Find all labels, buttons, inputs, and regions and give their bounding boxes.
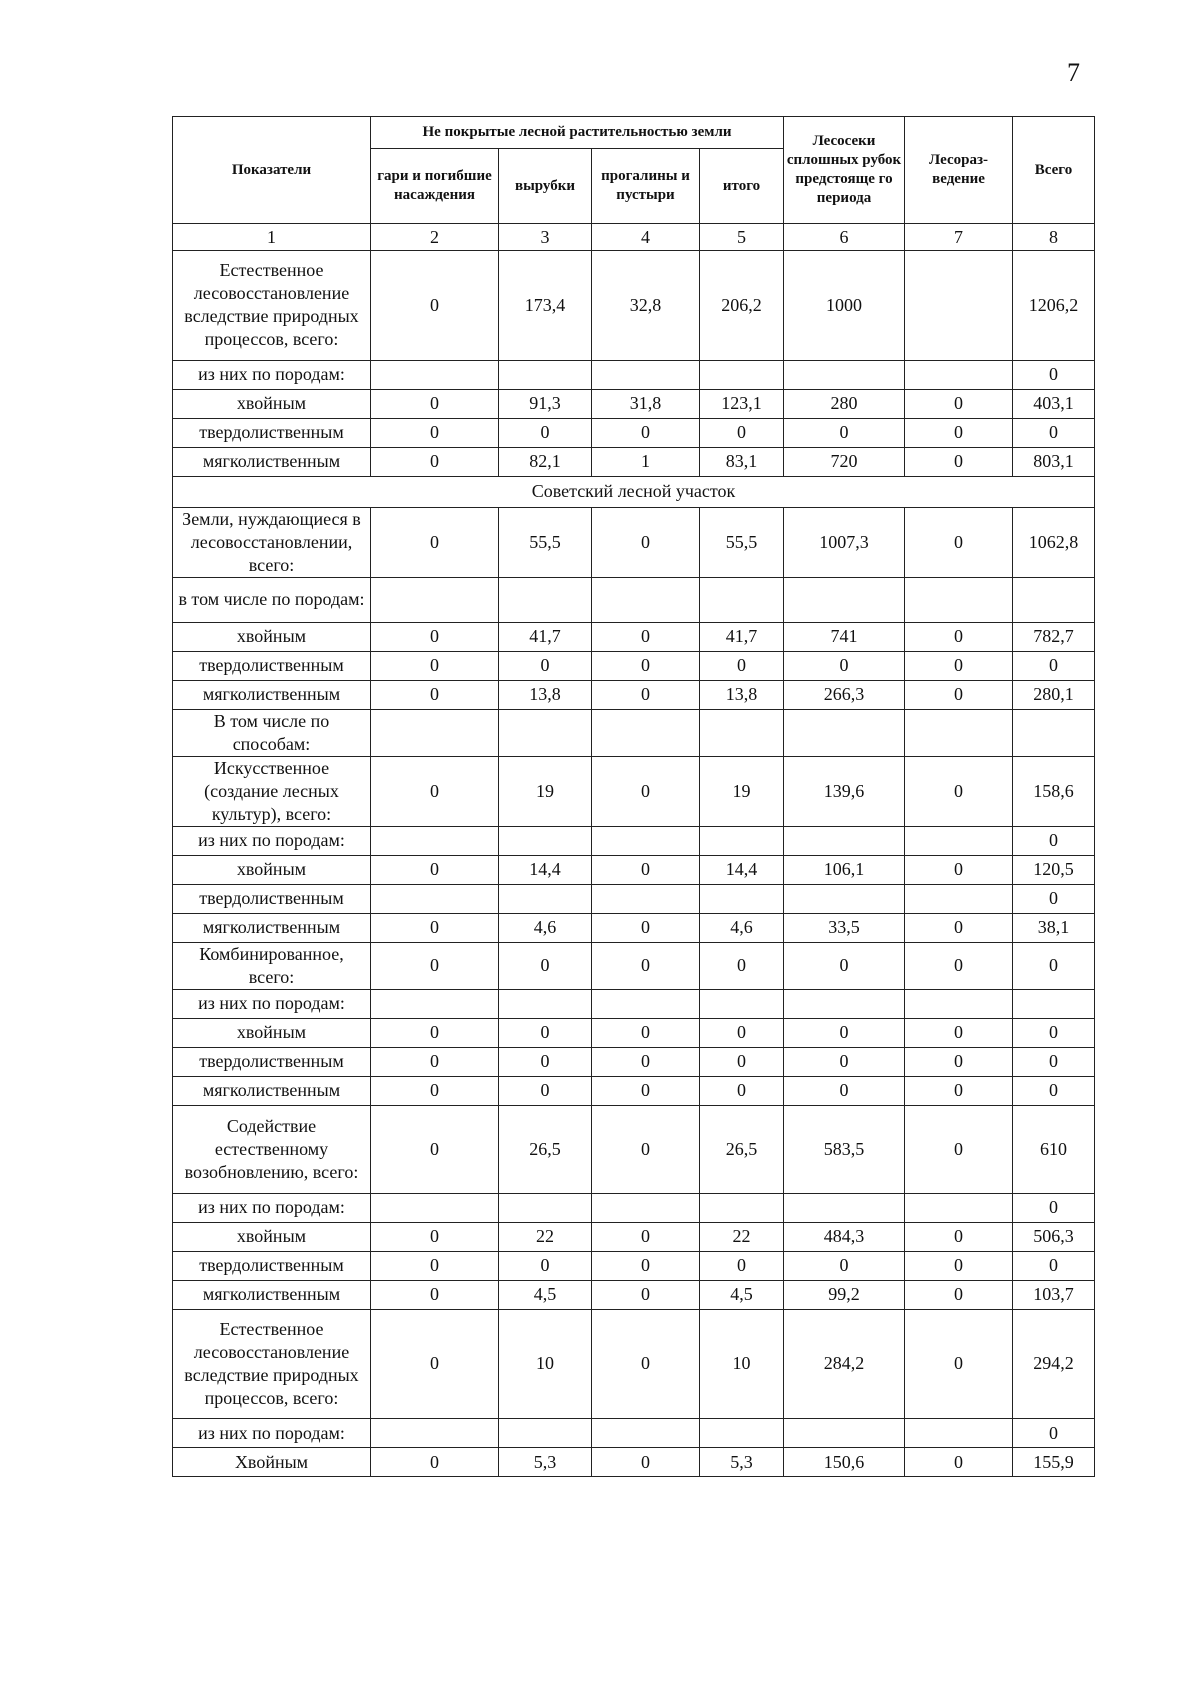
value-cell: 38,1 [1013,913,1095,942]
value-cell [700,577,784,622]
value-cell: 0 [592,855,700,884]
value-cell: 0 [700,651,784,680]
value-cell: 0 [700,1018,784,1047]
value-cell: 0 [905,1251,1013,1280]
value-cell: 0 [905,756,1013,826]
table-row [173,651,1095,680]
table-row [173,1222,1095,1251]
table-row [173,884,1095,913]
value-cell: 0 [592,1076,700,1105]
value-cell [700,360,784,389]
table-body-bottom [173,507,1095,1477]
value-cell [700,1193,784,1222]
header-not-covered-group: Не покрытые лесной растительностью земли [371,117,784,149]
row-label: мягколиственным [173,1280,371,1309]
value-cell [499,360,592,389]
column-number: 2 [371,224,499,251]
value-cell: 0 [371,756,499,826]
value-cell: 294,2 [1013,1309,1095,1419]
value-cell: 0 [592,942,700,989]
value-cell: 150,6 [784,1448,905,1477]
row-label: мягколиственным [173,447,371,476]
row-label: В том числе по способам: [173,709,371,756]
value-cell: 0 [499,1047,592,1076]
row-label: твердолиственным [173,884,371,913]
value-cell: 22 [700,1222,784,1251]
value-cell [784,577,905,622]
value-cell: 280,1 [1013,680,1095,709]
value-cell [700,884,784,913]
row-label: из них по породам: [173,989,371,1018]
value-cell [1013,989,1095,1018]
table-row [173,1018,1095,1047]
value-cell: 41,7 [700,622,784,651]
table-row [173,389,1095,418]
value-cell [371,989,499,1018]
value-cell: 91,3 [499,389,592,418]
table-row [173,826,1095,855]
value-cell: 1000 [784,251,905,361]
table-row [173,622,1095,651]
value-cell: 14,4 [499,855,592,884]
row-label: мягколиственным [173,913,371,942]
table-row [173,709,1095,756]
table-row [173,989,1095,1018]
value-cell [592,1193,700,1222]
value-cell: 14,4 [700,855,784,884]
value-cell: 266,3 [784,680,905,709]
value-cell: 0 [905,855,1013,884]
value-cell [784,1419,905,1448]
value-cell: 0 [905,622,1013,651]
value-cell [1013,577,1095,622]
table-row [173,1047,1095,1076]
value-cell: 0 [905,1105,1013,1193]
table-row [173,577,1095,622]
value-cell: 0 [1013,1193,1095,1222]
value-cell [371,826,499,855]
table-row [173,1309,1095,1419]
row-label: хвойным [173,1222,371,1251]
column-number: 7 [905,224,1013,251]
value-cell: 4,5 [499,1280,592,1309]
value-cell: 0 [905,1222,1013,1251]
value-cell [592,360,700,389]
value-cell [905,360,1013,389]
value-cell: 0 [371,1047,499,1076]
table-row [173,680,1095,709]
table-row [173,418,1095,447]
value-cell: 10 [700,1309,784,1419]
value-cell [371,884,499,913]
header-subtotal: итого [700,149,784,224]
value-cell: 31,8 [592,389,700,418]
row-label: твердолиственным [173,1251,371,1280]
value-cell: 0 [499,418,592,447]
value-cell: 5,3 [700,1448,784,1477]
value-cell: 103,7 [1013,1280,1095,1309]
value-cell: 0 [1013,651,1095,680]
value-cell: 0 [371,1018,499,1047]
value-cell: 155,9 [1013,1448,1095,1477]
value-cell: 13,8 [499,680,592,709]
value-cell [371,1419,499,1448]
value-cell: 19 [499,756,592,826]
column-number: 4 [592,224,700,251]
value-cell: 106,1 [784,855,905,884]
value-cell: 4,6 [700,913,784,942]
value-cell: 782,7 [1013,622,1095,651]
value-cell: 0 [1013,826,1095,855]
value-cell [499,1419,592,1448]
header-clearcuts: Лесосеки сплошных рубок предстояще го периода [784,117,905,224]
value-cell: 0 [905,1280,1013,1309]
value-cell [905,251,1013,361]
value-cell: 0 [499,1251,592,1280]
value-cell: 0 [371,1448,499,1477]
table-row [173,1251,1095,1280]
column-number-row [173,224,1095,251]
value-cell: 0 [371,651,499,680]
value-cell: 0 [371,389,499,418]
value-cell: 0 [371,447,499,476]
value-cell: 0 [1013,884,1095,913]
table-row [173,447,1095,476]
row-label: из них по породам: [173,1419,371,1448]
value-cell: 55,5 [700,507,784,577]
value-cell [784,360,905,389]
value-cell: 0 [1013,1251,1095,1280]
value-cell: 0 [905,1448,1013,1477]
value-cell: 0 [371,1076,499,1105]
table-row [173,942,1095,989]
value-cell: 10 [499,1309,592,1419]
value-cell: 0 [905,1076,1013,1105]
value-cell: 280 [784,389,905,418]
value-cell: 0 [371,1222,499,1251]
value-cell: 0 [905,1047,1013,1076]
header-cuttings: вырубки [499,149,592,224]
value-cell: 0 [905,418,1013,447]
value-cell: 0 [499,942,592,989]
value-cell: 0 [700,418,784,447]
value-cell: 5,3 [499,1448,592,1477]
value-cell: 1007,3 [784,507,905,577]
table-row [173,507,1095,577]
value-cell: 26,5 [499,1105,592,1193]
value-cell [905,826,1013,855]
value-cell: 0 [905,680,1013,709]
forest-restoration-table [172,116,1095,1477]
value-cell: 123,1 [700,389,784,418]
value-cell: 83,1 [700,447,784,476]
value-cell [499,577,592,622]
value-cell: 720 [784,447,905,476]
value-cell [592,989,700,1018]
table-row [173,855,1095,884]
value-cell [700,826,784,855]
value-cell: 0 [700,1047,784,1076]
value-cell [784,709,905,756]
value-cell: 0 [371,622,499,651]
value-cell [371,360,499,389]
table-row [173,360,1095,389]
table-row [173,756,1095,826]
value-cell: 0 [371,1251,499,1280]
value-cell [905,989,1013,1018]
table-body-top [173,251,1095,477]
value-cell: 1062,8 [1013,507,1095,577]
value-cell [905,709,1013,756]
value-cell: 0 [592,507,700,577]
value-cell: 0 [592,913,700,942]
value-cell: 4,6 [499,913,592,942]
value-cell [592,826,700,855]
value-cell [499,1193,592,1222]
row-label: из них по породам: [173,826,371,855]
value-cell: 206,2 [700,251,784,361]
value-cell: 0 [592,1105,700,1193]
value-cell: 0 [371,1105,499,1193]
value-cell [371,709,499,756]
column-number: 1 [173,224,371,251]
value-cell [499,989,592,1018]
row-label: твердолиственным [173,418,371,447]
value-cell [784,826,905,855]
value-cell [592,884,700,913]
value-cell: 33,5 [784,913,905,942]
value-cell: 0 [592,622,700,651]
row-label: Естественное лесовосстановление вследствие природных процессов, всего: [173,1309,371,1419]
row-label: мягколиственным [173,1076,371,1105]
value-cell: 0 [784,1076,905,1105]
table-row [173,251,1095,361]
value-cell: 0 [1013,1419,1095,1448]
row-label: хвойным [173,1018,371,1047]
value-cell: 0 [784,1018,905,1047]
value-cell: 0 [905,913,1013,942]
value-cell: 0 [905,942,1013,989]
value-cell [1013,709,1095,756]
value-cell: 1206,2 [1013,251,1095,361]
header-total: Всего [1013,117,1095,224]
value-cell: 0 [592,1047,700,1076]
page-number: 7 [1067,58,1080,87]
value-cell: 32,8 [592,251,700,361]
value-cell: 0 [784,1047,905,1076]
value-cell [499,826,592,855]
table-row [173,1105,1095,1193]
value-cell: 0 [371,913,499,942]
value-cell: 0 [1013,1047,1095,1076]
value-cell: 0 [1013,1018,1095,1047]
table-row [173,1193,1095,1222]
column-number: 3 [499,224,592,251]
value-cell: 403,1 [1013,389,1095,418]
value-cell [592,1419,700,1448]
value-cell [905,577,1013,622]
value-cell: 0 [592,1309,700,1419]
row-label: Земли, нуждающиеся в лесовосстановлении, всего: [173,507,371,577]
row-label: Содействие естественному возобновлению, всего: [173,1105,371,1193]
row-label: мягколиственным [173,680,371,709]
value-cell: 0 [784,418,905,447]
value-cell [371,1193,499,1222]
value-cell: 19 [700,756,784,826]
table-row [173,913,1095,942]
value-cell: 0 [1013,418,1095,447]
value-cell: 82,1 [499,447,592,476]
value-cell: 0 [905,1018,1013,1047]
value-cell: 610 [1013,1105,1095,1193]
value-cell: 0 [499,1018,592,1047]
value-cell [592,709,700,756]
value-cell: 0 [1013,1076,1095,1105]
value-cell: 0 [371,418,499,447]
table-row [173,1419,1095,1448]
value-cell: 0 [784,1251,905,1280]
row-label: хвойным [173,622,371,651]
value-cell: 0 [592,1222,700,1251]
value-cell [784,989,905,1018]
value-cell: 139,6 [784,756,905,826]
value-cell: 0 [371,855,499,884]
value-cell: 0 [592,1280,700,1309]
value-cell: 41,7 [499,622,592,651]
row-label: Комбинированное, всего: [173,942,371,989]
value-cell: 284,2 [784,1309,905,1419]
value-cell: 803,1 [1013,447,1095,476]
value-cell: 0 [592,418,700,447]
section-title: Советский лесной участок [173,476,1095,507]
value-cell: 0 [592,1018,700,1047]
value-cell: 0 [592,1251,700,1280]
value-cell: 0 [371,1280,499,1309]
value-cell: 0 [784,942,905,989]
column-number: 8 [1013,224,1095,251]
value-cell [784,1193,905,1222]
value-cell: 0 [592,756,700,826]
value-cell: 22 [499,1222,592,1251]
value-cell [499,884,592,913]
value-cell: 0 [499,651,592,680]
row-label: твердолиственным [173,651,371,680]
value-cell: 13,8 [700,680,784,709]
value-cell: 0 [700,1076,784,1105]
row-label: хвойным [173,855,371,884]
header-indicators: Показатели [173,117,371,224]
value-cell: 0 [700,942,784,989]
header-burned: гари и погибшие насаждения [371,149,499,224]
value-cell: 0 [905,447,1013,476]
value-cell: 0 [499,1076,592,1105]
value-cell [700,1419,784,1448]
header-glades: прогалины и пустыри [592,149,700,224]
value-cell: 0 [905,651,1013,680]
row-label: из них по породам: [173,360,371,389]
table-row [173,1448,1095,1477]
column-number: 5 [700,224,784,251]
row-label: Естественное лесовосстановление вследствие природных процессов, всего: [173,251,371,361]
value-cell: 55,5 [499,507,592,577]
value-cell [371,577,499,622]
value-cell: 0 [905,1309,1013,1419]
value-cell: 4,5 [700,1280,784,1309]
value-cell [700,989,784,1018]
value-cell [499,709,592,756]
value-cell: 0 [1013,942,1095,989]
value-cell: 0 [371,1309,499,1419]
value-cell: 173,4 [499,251,592,361]
row-label: Искусственное (создание лесных культур), всего: [173,756,371,826]
value-cell: 0 [905,389,1013,418]
value-cell: 506,3 [1013,1222,1095,1251]
value-cell: 0 [592,651,700,680]
value-cell: 26,5 [700,1105,784,1193]
value-cell: 0 [784,651,905,680]
value-cell: 0 [592,680,700,709]
value-cell: 583,5 [784,1105,905,1193]
value-cell [905,1419,1013,1448]
value-cell: 741 [784,622,905,651]
value-cell: 1 [592,447,700,476]
value-cell: 0 [371,680,499,709]
value-cell: 0 [592,1448,700,1477]
value-cell [784,884,905,913]
value-cell [592,577,700,622]
table-row [173,1076,1095,1105]
value-cell: 158,6 [1013,756,1095,826]
header-afforestation: Лесораз- ведение [905,117,1013,224]
value-cell: 99,2 [784,1280,905,1309]
section-block [173,476,1095,507]
row-label: хвойным [173,389,371,418]
value-cell: 0 [371,942,499,989]
value-cell [905,1193,1013,1222]
row-label: из них по породам: [173,1193,371,1222]
value-cell: 484,3 [784,1222,905,1251]
value-cell: 0 [371,251,499,361]
value-cell: 0 [905,507,1013,577]
table-row [173,1280,1095,1309]
row-label: Хвойным [173,1448,371,1477]
value-cell: 0 [700,1251,784,1280]
value-cell: 0 [1013,360,1095,389]
value-cell [700,709,784,756]
row-label: в том числе по породам: [173,577,371,622]
row-label: твердолиственным [173,1047,371,1076]
value-cell [905,884,1013,913]
value-cell: 0 [371,507,499,577]
column-number: 6 [784,224,905,251]
value-cell: 120,5 [1013,855,1095,884]
